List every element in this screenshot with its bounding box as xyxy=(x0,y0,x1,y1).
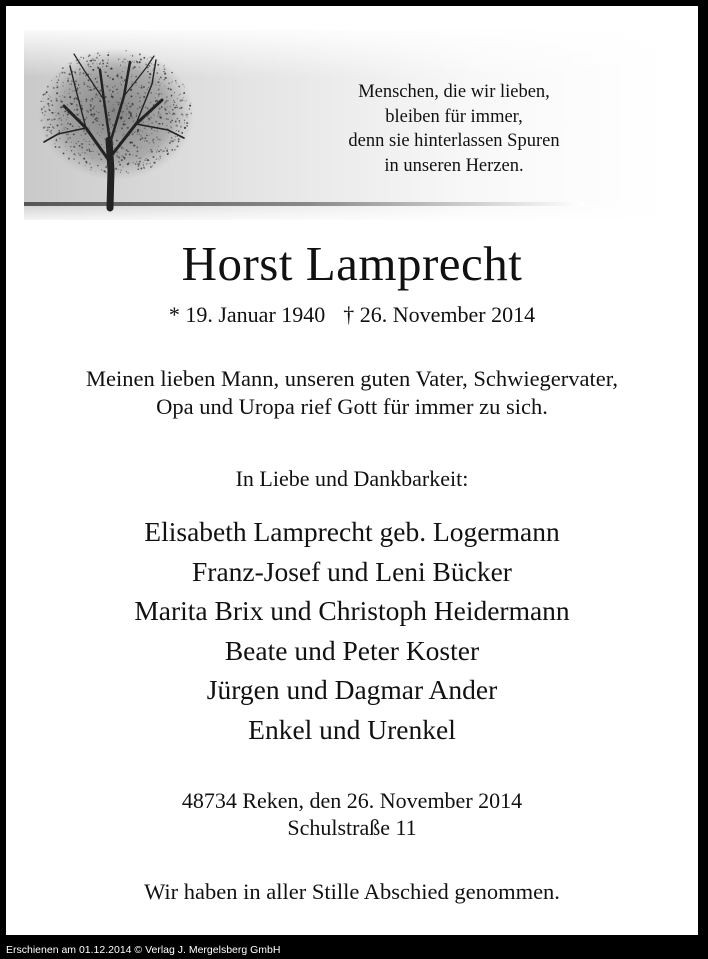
quote-line: denn sie hinterlassen Spuren xyxy=(348,131,560,151)
address-block xyxy=(6,787,698,841)
dedication: In Liebe und Dankbarkeit: xyxy=(235,466,469,491)
life-dates xyxy=(6,300,698,330)
death-date: † 26. November 2014 xyxy=(343,302,536,327)
closing-line: Wir haben in aller Stille Abschied genommen. xyxy=(144,879,560,904)
family-list xyxy=(6,512,698,749)
memorial-quote xyxy=(284,80,624,178)
quote-line: Menschen, die wir lieben, xyxy=(358,82,550,102)
street: Schulstraße 11 xyxy=(287,815,417,840)
announcement-line: Meinen lieben Mann, unseren guten Vater, Schwiegervater, xyxy=(86,366,618,391)
family-member: Beate und Peter Koster xyxy=(224,634,480,666)
obituary-notice xyxy=(6,6,698,935)
quote-line: in unseren Herzen. xyxy=(384,155,524,176)
banner xyxy=(24,30,664,220)
family-member: Marita Brix und Christoph Heidermann xyxy=(134,595,570,626)
publication-footer: Erschienen am 01.12.2014 © Verlag J. Mergelsberg GmbH xyxy=(6,944,281,956)
birth-date: * 19. Januar 1940 xyxy=(168,302,326,327)
announcement-text xyxy=(6,365,698,421)
quote-line: bleiben für immer, xyxy=(385,106,523,127)
announcement-line: Opa und Uropa rief Gott für immer zu sich. xyxy=(156,394,548,419)
deceased-name: Horst Lamprecht xyxy=(181,236,523,291)
place-date: 48734 Reken, den 26. November 2014 xyxy=(181,788,523,813)
family-member: Elisabeth Lamprecht geb. Logermann xyxy=(144,516,560,547)
family-member: Enkel und Urenkel xyxy=(248,713,456,745)
family-member: Jürgen und Dagmar Ander xyxy=(206,674,498,705)
family-member: Franz-Josef und Leni Bücker xyxy=(192,555,512,587)
